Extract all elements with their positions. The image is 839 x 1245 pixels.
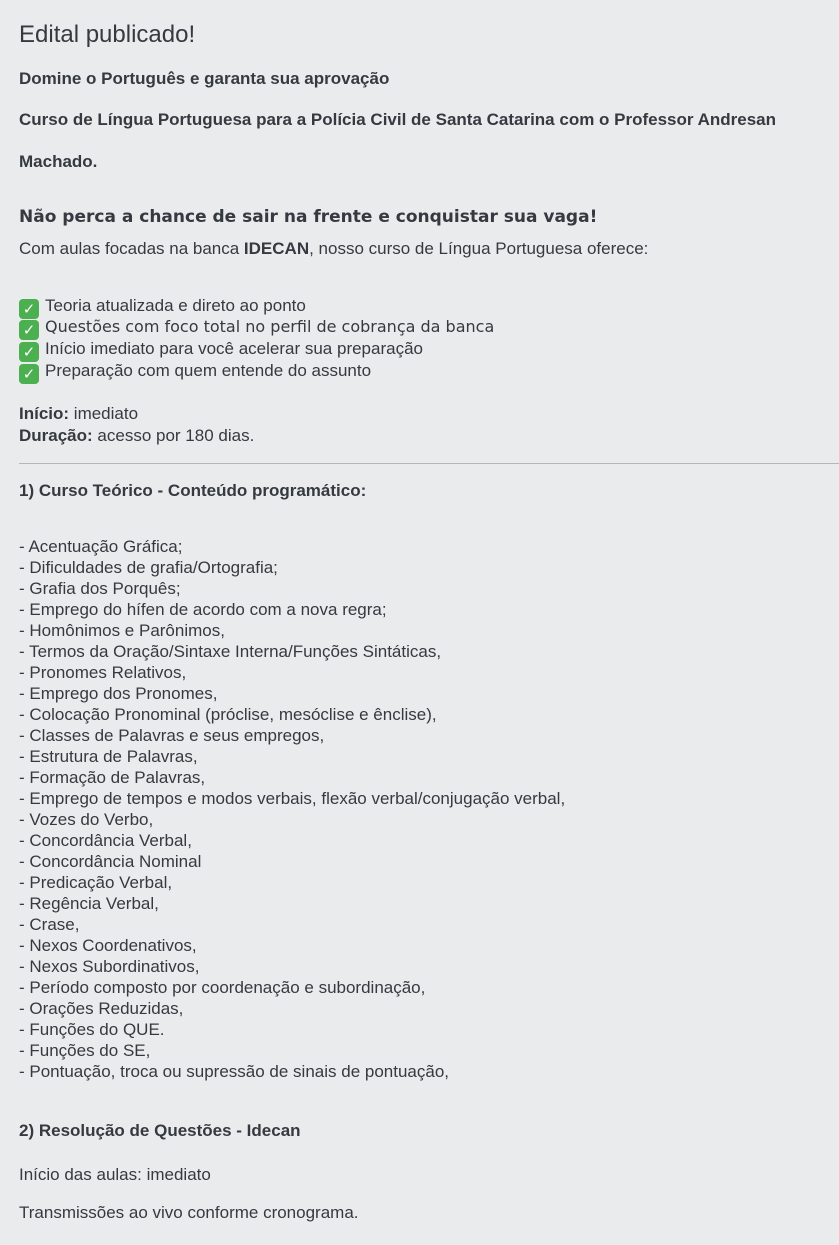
topic-item: - Pontuação, troca ou supressão de sinais de pontuação,: [19, 1062, 450, 1081]
benefit-text: Início imediato para você acelerar sua preparação: [45, 339, 423, 358]
benefit-item: [19, 316, 494, 340]
section-1-title: 1) Curso Teórico - Conteúdo programático:: [19, 481, 367, 500]
start-detail: [19, 403, 138, 424]
call-to-action: Não perca a chance de sair na frente e conquistar sua vaga!: [19, 207, 598, 227]
topic-item: - Emprego dos Pronomes,: [19, 684, 218, 703]
classes-start: Início das aulas: imediato: [19, 1165, 211, 1184]
topic-item: - Classes de Palavras e seus empregos,: [19, 726, 325, 745]
banca-name: IDECAN: [243, 239, 310, 258]
course-description-line-2: Machado.: [19, 152, 98, 171]
start-label: Início:: [19, 404, 70, 423]
check-mark-icon: ✓: [19, 320, 39, 340]
topic-list: [19, 536, 565, 1082]
topic-item: - Grafia dos Porquês;: [19, 579, 181, 598]
benefit-text: Preparação com quem entende do assunto: [45, 361, 372, 380]
subtitle: Domine o Português e garanta sua aprovação: [19, 69, 390, 88]
intro-text-after: , nosso curso de Língua Portuguesa oferece:: [309, 239, 649, 258]
topic-item: - Concordância Nominal: [19, 852, 202, 871]
course-description-line-1: Curso de Língua Portuguesa para a Polícia Civil de Santa Catarina com o Professor Andresan: [19, 110, 777, 129]
live-broadcast-info: Transmissões ao vivo conforme cronograma.: [19, 1203, 359, 1222]
check-mark-icon: ✓: [19, 342, 39, 362]
start-value: imediato: [69, 404, 139, 423]
topic-item: - Predicação Verbal,: [19, 873, 173, 892]
topic-item: - Vozes do Verbo,: [19, 810, 154, 829]
topic-item: - Orações Reduzidas,: [19, 999, 184, 1018]
topic-item: - Colocação Pronominal (próclise, mesóclise e ênclise),: [19, 705, 437, 724]
benefit-item: [19, 360, 371, 384]
section-2-title: 2) Resolução de Questões - Idecan: [19, 1121, 301, 1140]
topic-item: - Período composto por coordenação e subordinação,: [19, 978, 426, 997]
duration-label: Duração:: [19, 426, 93, 445]
topic-item: - Nexos Subordinativos,: [19, 957, 200, 976]
benefit-text: Teoria atualizada e direto ao ponto: [45, 296, 306, 315]
check-mark-icon: ✓: [19, 299, 39, 319]
topic-item: - Nexos Coordenativos,: [19, 936, 197, 955]
intro-text: [19, 238, 648, 259]
topic-item: - Dificuldades de grafia/Ortografia;: [19, 558, 278, 577]
topic-item: - Emprego do hífen de acordo com a nova regra;: [19, 600, 387, 619]
topic-item: - Acentuação Gráfica;: [19, 537, 183, 556]
intro-text-before: Com aulas focadas na banca: [19, 239, 244, 258]
benefit-text: Questões com foco total no perfil de cobrança da banca: [45, 317, 495, 336]
topic-item: - Funções do SE,: [19, 1041, 151, 1060]
duration-detail: [19, 425, 254, 446]
topic-item: - Termos da Oração/Sintaxe Interna/Funções Sintáticas,: [19, 642, 442, 661]
horizontal-divider: [19, 463, 839, 464]
check-mark-icon: ✓: [19, 364, 39, 384]
topic-item: - Regência Verbal,: [19, 894, 159, 913]
topic-item: - Estrutura de Palavras,: [19, 747, 198, 766]
topic-item: - Emprego de tempos e modos verbais, flexão verbal/conjugação verbal,: [19, 789, 566, 808]
topic-item: - Pronomes Relativos,: [19, 663, 187, 682]
topic-item: - Crase,: [19, 915, 80, 934]
topic-item: - Funções do QUE.: [19, 1020, 165, 1039]
topic-item: - Concordância Verbal,: [19, 831, 192, 850]
page-title: Edital publicado!: [19, 21, 196, 48]
topic-item: - Homônimos e Parônimos,: [19, 621, 225, 640]
topic-item: - Formação de Palavras,: [19, 768, 206, 787]
duration-value: acesso por 180 dias.: [92, 426, 255, 445]
benefit-item: [19, 338, 423, 362]
